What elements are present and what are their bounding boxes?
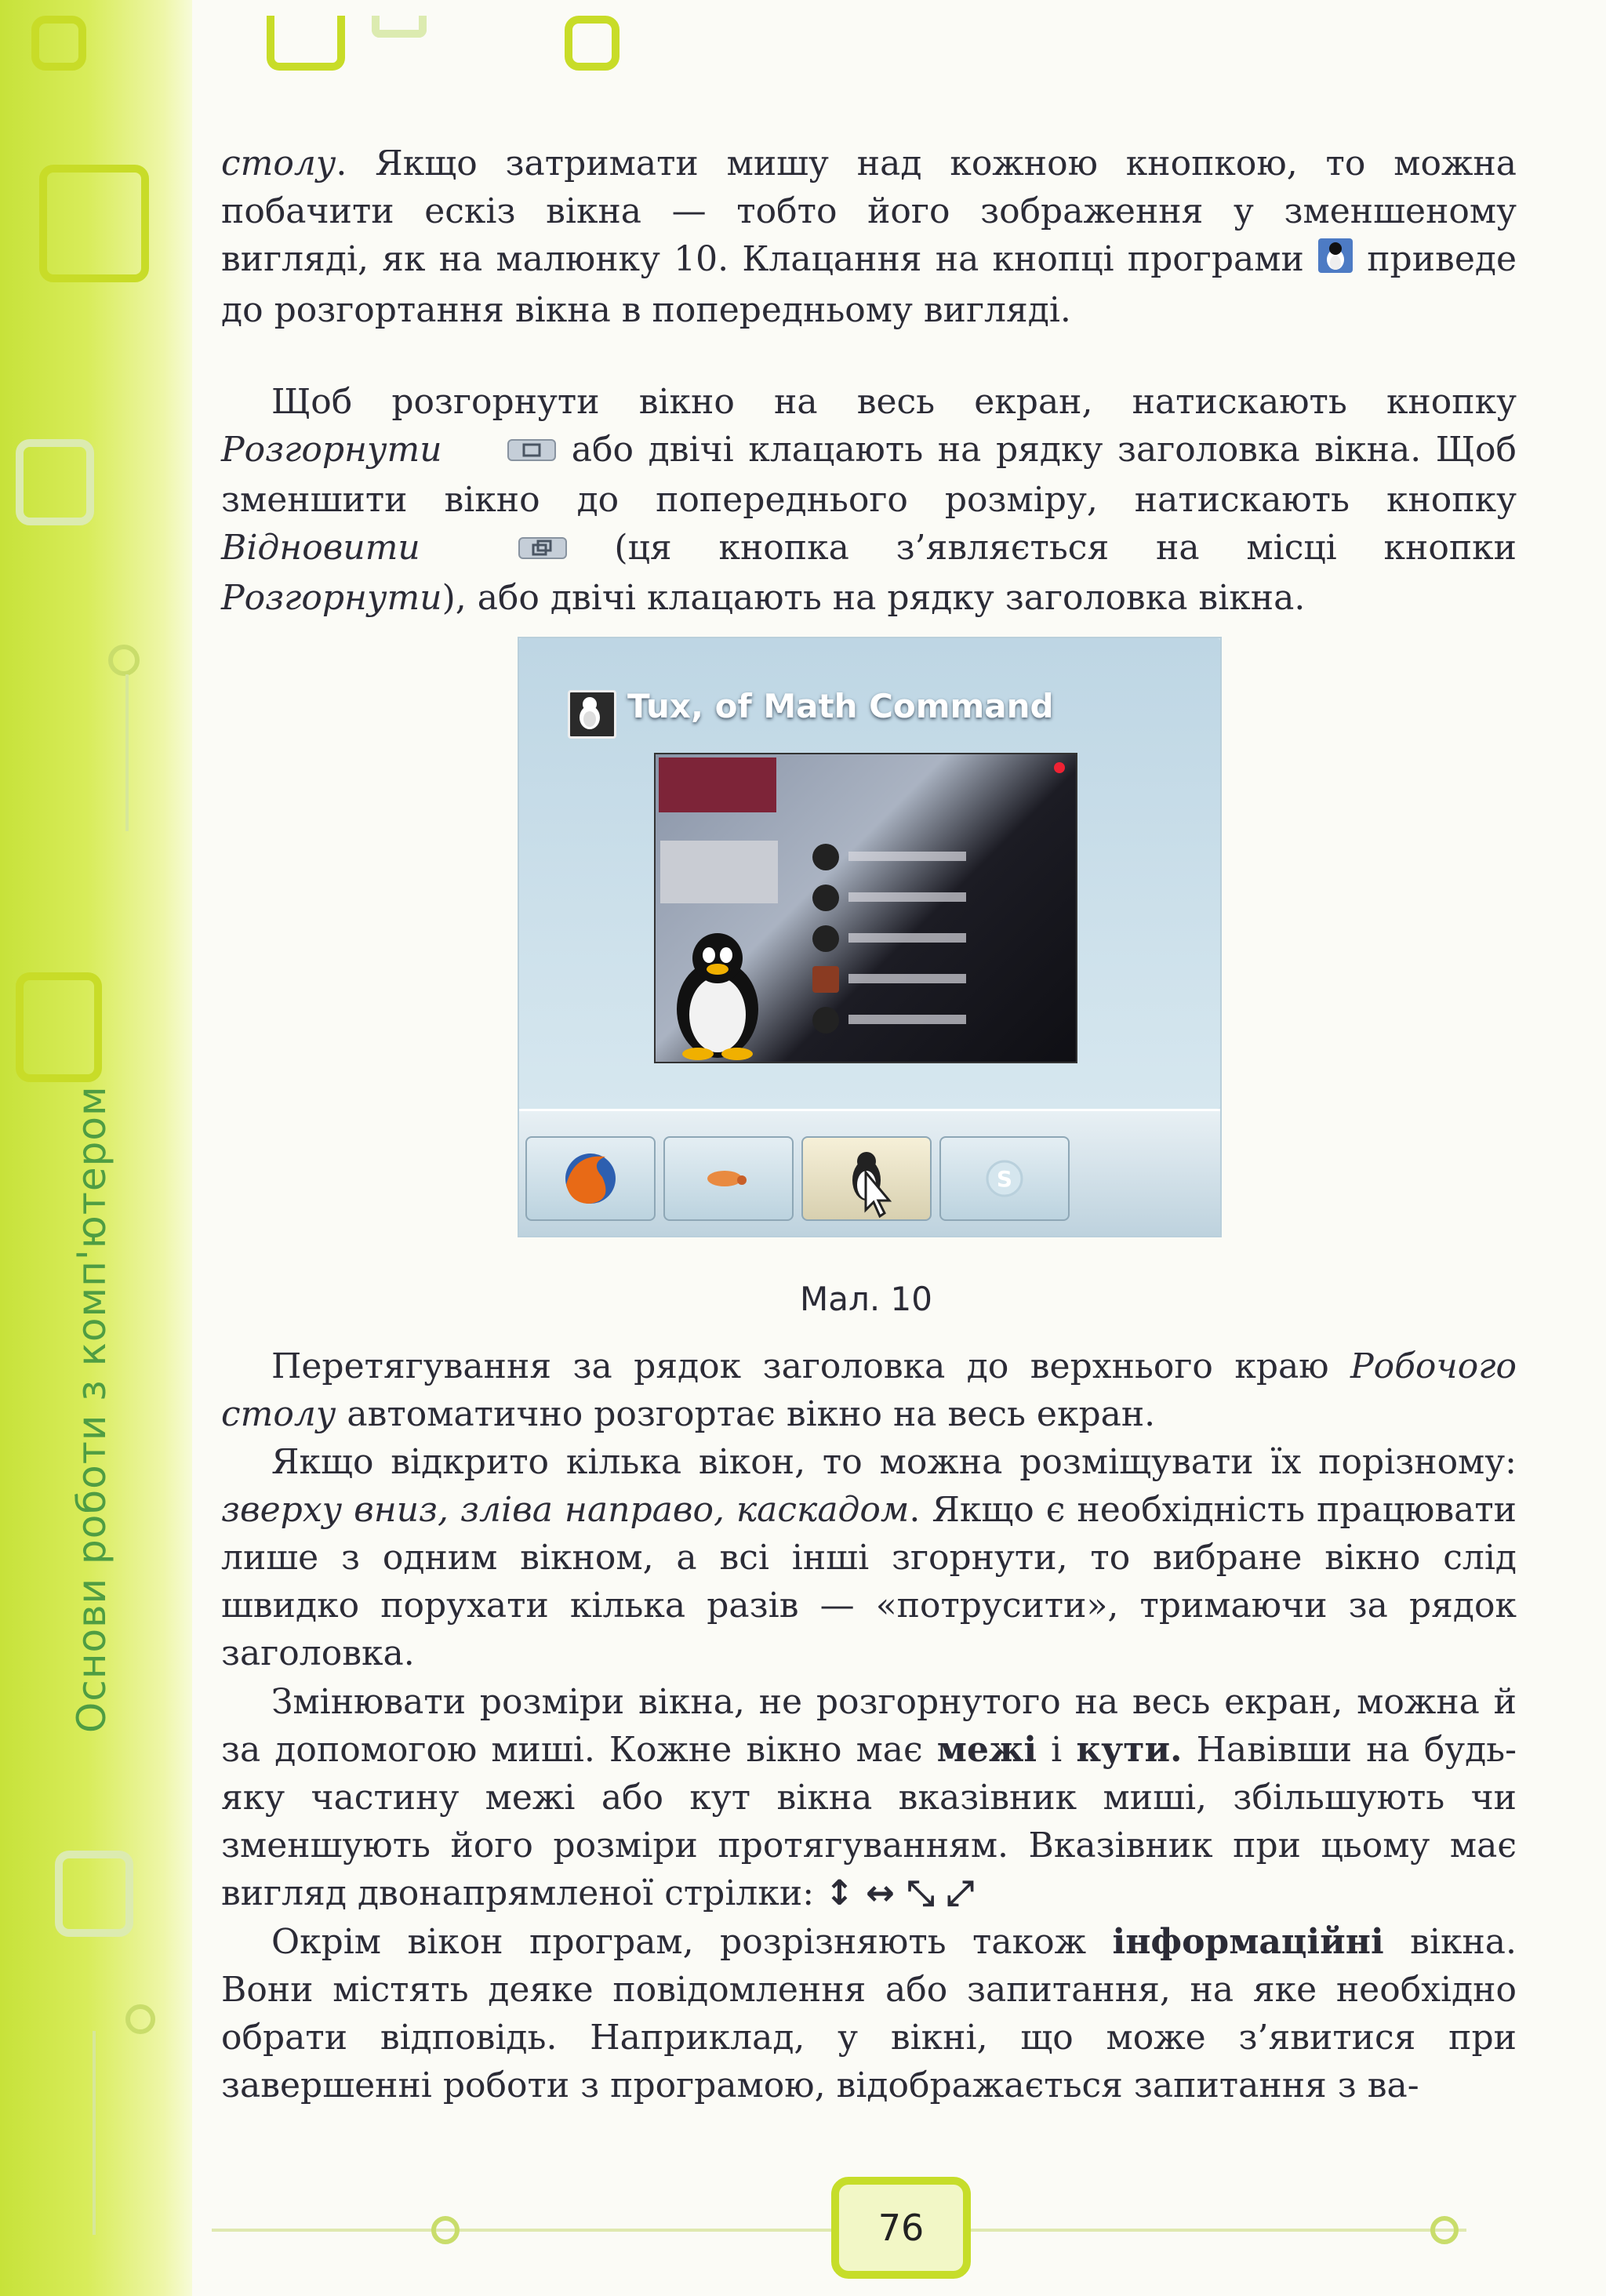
text-bold: кути.: [1076, 1730, 1183, 1770]
paragraph-1: [221, 140, 1517, 334]
text-italic: Розгорнути: [221, 578, 442, 618]
tux-program-icon: [1317, 238, 1353, 286]
text: . Якщо затримати мишу над кожною кнопкою, то можна побачити ескіз вікна — тобто його зображення у зменшеному вигляді, як на малюнку 10. Клацання на кнопці програми: [221, 144, 1517, 279]
decorative-circle: [431, 2216, 460, 2244]
menu-item: [812, 963, 1016, 996]
text: . Якщо є необхідність працювати лише з одним вікном, а всі інші згорнути, то вибране вікно слід швидко порухати кілька разів — «потрусити», тримаючи за рядок заголовка.: [221, 1490, 1517, 1673]
maximize-icon: [456, 428, 557, 476]
decorative-line: [125, 674, 129, 831]
paragraph-4: [221, 1438, 1517, 1677]
text-italic: зверху вниз, зліва направо, каскадом: [221, 1490, 910, 1530]
paragraph-2: [221, 378, 1517, 622]
menu-item: [812, 841, 1016, 874]
tux-penguin-icon: [667, 927, 768, 1060]
text-italic: столу: [221, 144, 336, 183]
paragraph-5: [221, 1678, 1517, 1917]
decorative-square: [55, 1851, 133, 1937]
text: автоматично розгортає вікно на весь екран.: [336, 1394, 1156, 1434]
taskbar: [519, 1109, 1220, 1237]
restore-icon: [467, 526, 568, 574]
text: (ця кнопка з’являється на місці кнопки: [567, 528, 1517, 568]
text-italic: Робочого столу: [221, 1346, 1517, 1434]
window-app-icon: [568, 690, 616, 739]
text-italic: Розгорнути: [221, 430, 442, 470]
menu-item: [812, 922, 1016, 955]
taskbar-button-paint[interactable]: [663, 1136, 794, 1221]
decorative-square: [267, 16, 345, 71]
page-number: 76: [877, 2207, 925, 2249]
text: вікна. Вони містять деяке повідомлення або запитання, на яке необхідно обрати відповідь. Наприклад, у вікні, що може з’явитися при завершенні роботи з програмою, відображається запитання з ва-: [221, 1922, 1517, 2105]
window-title: Tux, of Math Command: [627, 687, 1054, 725]
decorative-square: [16, 439, 94, 525]
paint-icon: [665, 1138, 792, 1219]
text: Якщо відкрито кілька вікон, то можна розміщувати їх порізному:: [271, 1442, 1517, 1482]
figure-window-preview: [518, 637, 1222, 1237]
decorative-circle: [1430, 2216, 1459, 2244]
text: Окрім вікон програм, розрізняють також: [271, 1922, 1113, 1962]
thumbnail-panel: [660, 841, 778, 903]
section-side-title: Основи роботи з комп'ютером: [69, 1085, 114, 1733]
figure-caption: Мал. 10: [800, 1280, 932, 1318]
menu-item: [812, 881, 1016, 914]
decorative-square: [372, 16, 427, 38]
text-bold: інформаційні: [1112, 1922, 1384, 1962]
text: або двічі клацають на рядку заголовка вікна. Щоб зменшити вікно до попереднього розміру, натискають кнопку: [221, 430, 1517, 520]
text: Змінювати розміри вікна, не розгорнутого на весь екран, можна й за допомогою миші. Кожне вікно має: [221, 1682, 1517, 1770]
decorative-circle: [125, 2004, 155, 2034]
decorative-circle: [108, 645, 140, 676]
taskbar-button-skype[interactable]: [939, 1136, 1070, 1221]
skype-icon: [941, 1138, 1068, 1219]
game-logo: [659, 757, 776, 812]
window-thumbnail: [654, 753, 1077, 1063]
preview-window: [519, 638, 1220, 1109]
tux-penguin-icon: [803, 1138, 930, 1219]
text: Щоб розгорнути вікно на весь екран, натискають кнопку: [271, 382, 1517, 422]
text: Перетягування за рядок заголовка до верхнього краю: [271, 1346, 1350, 1386]
double-arrow-icons: ↕ ↔ ⤡ ⤢: [825, 1873, 975, 1913]
taskbar-button-firefox[interactable]: [525, 1136, 656, 1221]
text: приведе до розгортання вікна в попередньому вигляді.: [221, 239, 1517, 330]
firefox-icon: [527, 1138, 654, 1219]
text-bold: межі: [936, 1730, 1037, 1770]
page-number-badge: [831, 2177, 971, 2279]
text: ), або двічі клацають на рядку заголовка вікна.: [441, 578, 1306, 618]
taskbar-button-tux[interactable]: [801, 1136, 932, 1221]
decorative-square: [39, 165, 149, 282]
text: Навівши на будь-яку частину межі або кут вікна вказівник миші, збільшують чи зменшують його розміри протягуванням. Вказівник при цьому має вигляд двонапрямленої стрілки:: [221, 1730, 1517, 1913]
text: і: [1037, 1730, 1077, 1770]
paragraph-6: [221, 1918, 1517, 2109]
decorative-square: [16, 972, 102, 1082]
menu-item: [812, 1004, 1016, 1037]
svg-text:S: S: [996, 1166, 1013, 1192]
decorative-line: [93, 2031, 96, 2235]
paragraph-3: [221, 1342, 1517, 1438]
decorative-square: [565, 16, 620, 71]
close-dot-icon: [1054, 762, 1065, 773]
text-italic: Відновити: [221, 528, 420, 568]
decorative-square: [31, 16, 86, 71]
